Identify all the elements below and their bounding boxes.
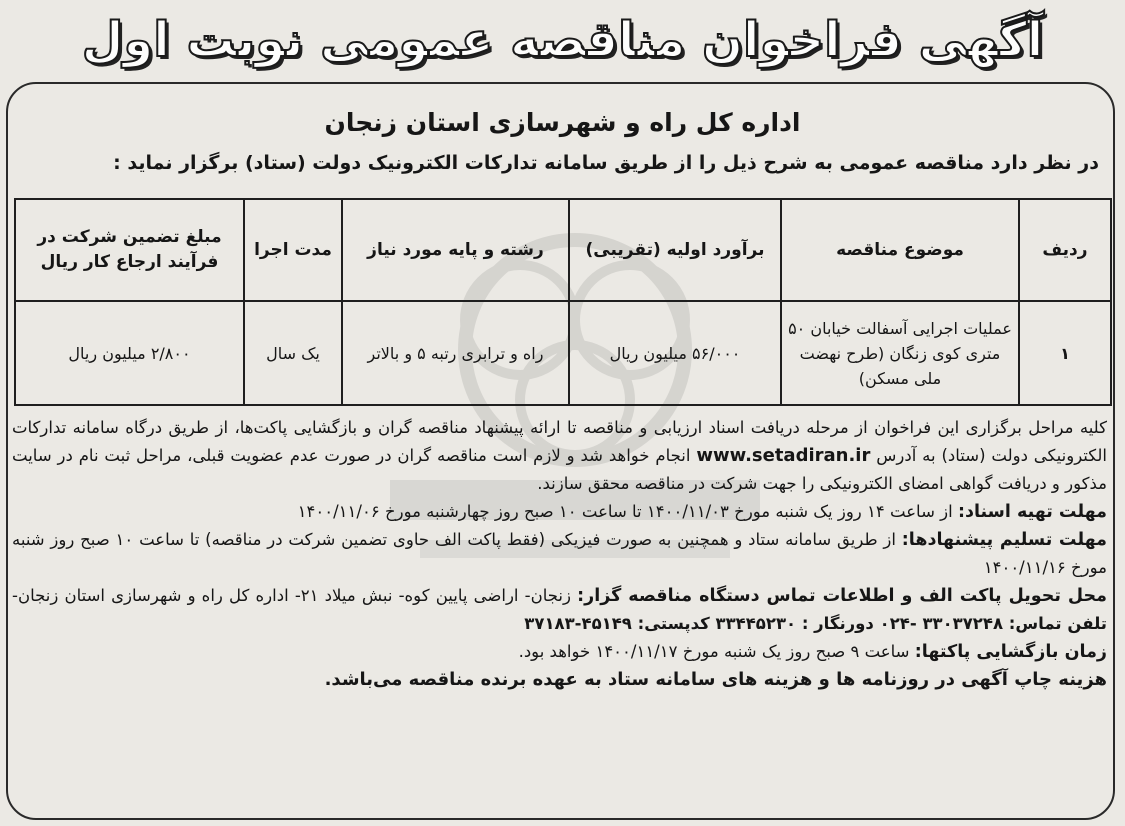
procedure-paragraph: [12, 414, 1107, 498]
cell-guarantee: ۲/۸۰۰ میلیون ریال: [15, 301, 244, 405]
setad-url-link[interactable]: www.setadiran.ir: [696, 445, 871, 466]
bid-deadline-text: از طریق سامانه ستاد و همچنین به صورت فیزیکی (فقط پاکت الف حاوی تضمین شرکت در مناقصه) تا ساعت ۱۰ صبح روز شنبه مورخ ۱۴۰۰/۱۱/۱۶: [12, 530, 1107, 577]
cell-subject: عملیات اجرایی آسفالت خیابان ۵۰ متری کوی زنگان (طرح نهضت ملی مسکن): [781, 301, 1019, 405]
delivery-label: محل تحویل پاکت الف و اطلاعات تماس دستگاه مناقصه گزار:: [577, 586, 1107, 606]
cell-field: راه و ترابری رتبه ۵ و بالاتر: [342, 301, 569, 405]
delivery-address: زنجان- اراضی پایین کوه- نبش میلاد ۲۱- اداره کل راه و شهرسازی استان زنجان-: [12, 586, 571, 605]
cell-duration: یک سال: [244, 301, 342, 405]
cost-note: هزینه چاپ آگهی در روزنامه ها و هزینه های سامانه ستاد به عهده برنده مناقصه می‌باشد.: [324, 669, 1107, 690]
bid-deadline-label: مهلت تسلیم پیشنهادها:: [901, 530, 1107, 550]
delivery-info: [12, 582, 1107, 638]
intro-line: در نظر دارد مناقصه عمومی به شرح ذیل را از طریق سامانه تدارکات الکترونیک دولت (ستاد) برگزار نماید :: [113, 152, 1099, 174]
header-guarantee: مبلغ تضمین شرکت در فرآیند ارجاع کار ریال: [15, 199, 244, 301]
doc-deadline: [12, 498, 1107, 526]
header-field: رشته و پایه مورد نیاز: [342, 199, 569, 301]
table-row: [15, 301, 1111, 405]
notice-body: [12, 414, 1107, 694]
header-duration: مدت اجرا: [244, 199, 342, 301]
delivery-contact: تلفن تماس: ۳۳۰۳۷۲۴۸ -۰۲۴ دورنگار : ۳۳۴۴۵۲۳۰ کدپستی: ۴۵۱۴۹-۳۷۱۸۳: [524, 614, 1107, 633]
header-estimate: برآورد اولیه (تقریبی): [569, 199, 781, 301]
table-header-row: [15, 199, 1111, 301]
header-subject: موضوع مناقصه: [781, 199, 1019, 301]
doc-deadline-label: مهلت تهیه اسناد:: [957, 502, 1107, 522]
agency-title: اداره کل راه و شهرسازی استان زنجان: [324, 108, 801, 137]
bid-deadline: [12, 526, 1107, 582]
opening-text: ساعت ۹ صبح روز یک شنبه مورخ ۱۴۰۰/۱۱/۱۷ خواهد بود.: [518, 642, 910, 661]
procedure-text-start: کلیه مراحل برگزاری این فراخوان از مرحله دریافت اسناد ارزیابی و مناقصه تا ارائه پیشنهاد مناقصه گران و بازگشایی پاکت‌ها، از طریق درگاه سامانه تدارکات الکترونیکی دولت (ستاد) به آدرس: [12, 418, 1107, 465]
opening-label: زمان بازگشایی پاکتها:: [914, 642, 1107, 662]
cell-row-no: ۱: [1019, 301, 1111, 405]
tender-table: [14, 198, 1112, 406]
doc-deadline-text: از ساعت ۱۴ روز یک شنبه مورخ ۱۴۰۰/۱۱/۰۳ تا ساعت ۱۰ صبح روز چهارشنبه مورخ ۱۴۰۰/۱۱/۰۶: [297, 502, 953, 521]
header-row-no: ردیف: [1019, 199, 1111, 301]
procedure-text-end: انجام خواهد شد و لازم است مناقصه گران در صورت عدم عضویت قبلی، مراحل ثبت نام در سایت مذکور و دریافت گواهی امضای الکترونیکی را جهت شرکت در مناقصه محقق سازند.: [12, 446, 1107, 493]
cell-estimate: ۵۶/۰۰۰ میلیون ریال: [569, 301, 781, 405]
opening-time: [12, 638, 1107, 666]
notice-headline: آگهی فراخوان مناقصه عمومی نوبت اول: [81, 12, 1044, 68]
